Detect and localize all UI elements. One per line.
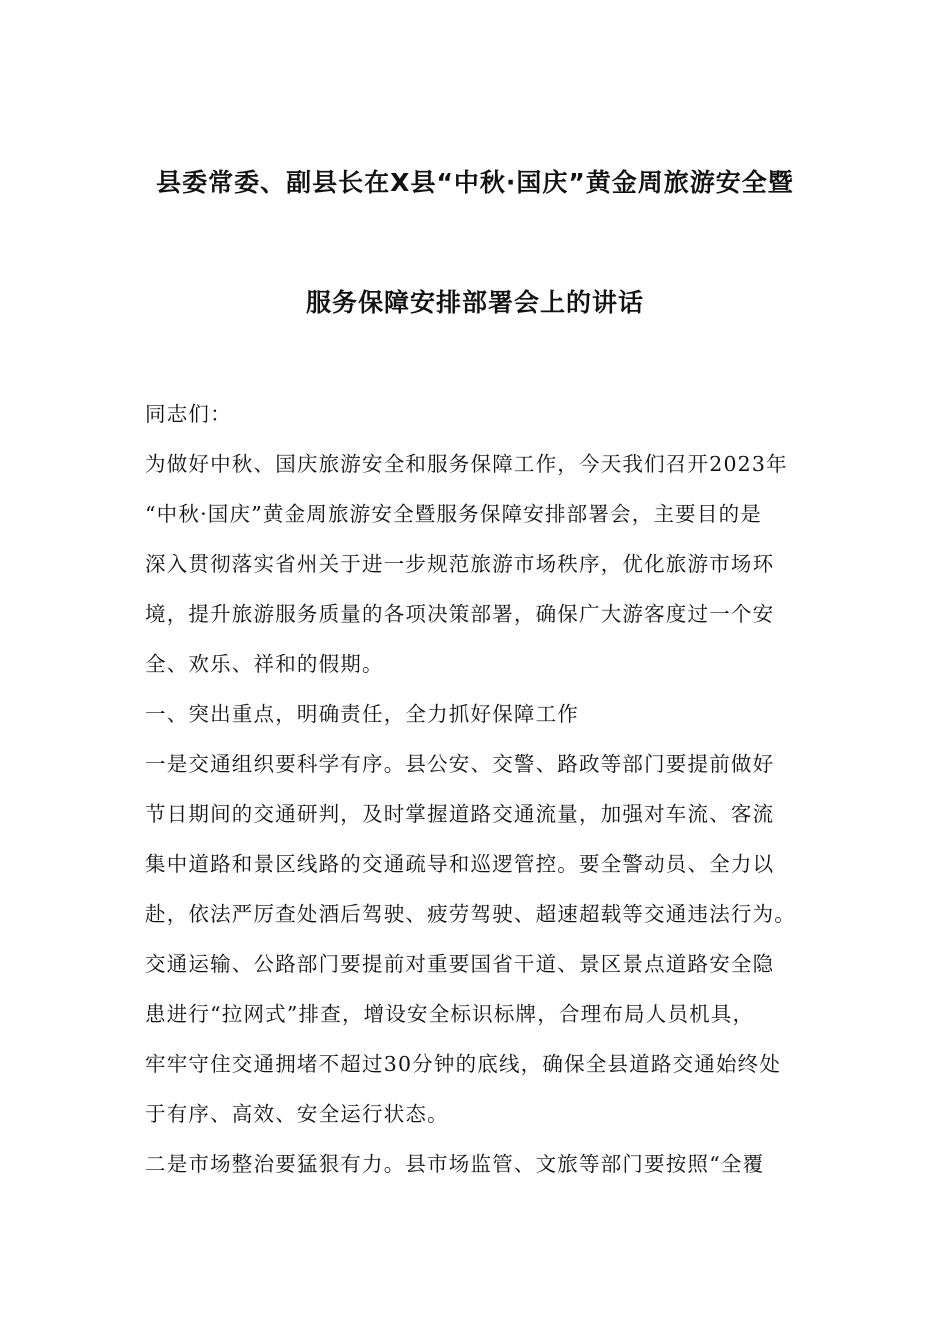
paragraph-line: 牢牢守住交通拥堵不超过30分钟的底线，确保全县道路交通始终处: [145, 1052, 782, 1076]
paragraph-line: 深入贯彻落实省州关于进一步规范旅游市场秩序，优化旅游市场环: [145, 552, 775, 576]
paragraph-line: 为做好中秋、国庆旅游安全和服务保障工作，今天我们召开2023年: [145, 452, 788, 476]
paragraph-line: “中秋·国庆”黄金周旅游安全暨服务保障安排部署会，主要目的是: [145, 502, 762, 526]
document-title-line-2: 服务保障安排部署会上的讲话: [305, 288, 644, 317]
paragraph-line: 患进行“拉网式”排查，增设安全标识标牌，合理布局人员机具，: [145, 1002, 755, 1026]
salutation: 同志们：: [145, 402, 232, 426]
paragraph-line: 节日期间的交通研判，及时掌握道路交通流量，加强对车流、客流: [145, 802, 775, 826]
paragraph-line: 集中道路和景区线路的交通疏导和巡逻管控。要全警动员、全力以: [145, 852, 775, 876]
section-heading: 一、突出重点，明确责任，全力抓好保障工作: [145, 702, 579, 726]
paragraph-line: 一是交通组织要科学有序。县公安、交警、路政等部门要提前做好: [145, 752, 775, 776]
paragraph-line: 境，提升旅游服务质量的各项决策部署，确保广大游客度过一个安: [145, 602, 775, 626]
paragraph-line: 二是市场整治要猛狠有力。县市场监管、文旅等部门要按照“全覆: [145, 1152, 765, 1176]
paragraph-line: 交通运输、公路部门要提前对重要国省干道、景区景点道路安全隐: [145, 952, 775, 976]
paragraph-line: 于有序、高效、安全运行状态。: [145, 1102, 449, 1126]
paragraph-line: 全、欢乐、祥和的假期。: [145, 652, 384, 676]
paragraph-line: 赴，依法严厉查处酒后驾驶、疲劳驾驶、超速超载等交通违法行为。: [145, 902, 796, 926]
document-title-line-1: 县委常委、副县长在X县“中秋·国庆”黄金周旅游安全暨: [156, 168, 794, 197]
